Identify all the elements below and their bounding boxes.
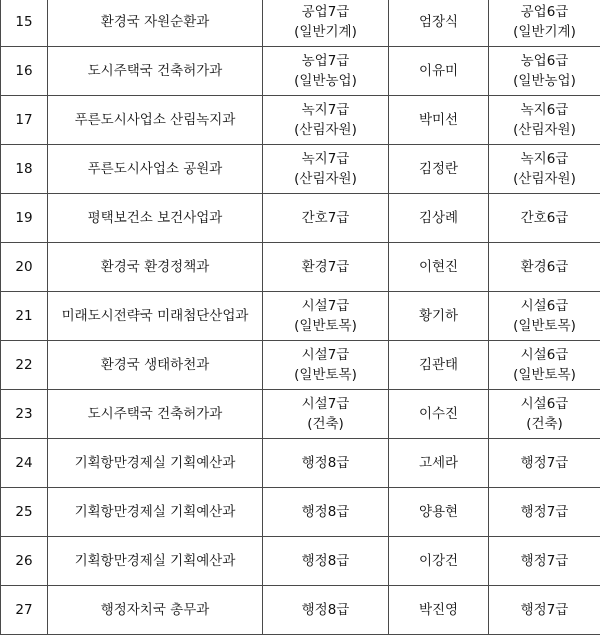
name-cell: 박진영 (389, 586, 489, 635)
department-cell: 기획항만경제실 기획예산과 (48, 439, 263, 488)
table-row (1, 537, 600, 586)
row-number-cell: 16 (1, 47, 48, 96)
table-row (1, 292, 600, 341)
promoted-grade-cell-line: (일반토목) (491, 365, 598, 385)
promoted-grade-cell (489, 488, 600, 537)
promoted-grade-cell (489, 586, 600, 635)
current-grade-cell-line: (일반토목) (265, 365, 386, 385)
department-cell: 도시주택국 건축허가과 (48, 47, 263, 96)
current-grade-cell (263, 292, 389, 341)
current-grade-cell (263, 390, 389, 439)
promoted-grade-cell (489, 390, 600, 439)
row-number-cell: 21 (1, 292, 48, 341)
row-number-cell: 17 (1, 96, 48, 145)
current-grade-cell (263, 586, 389, 635)
current-grade-cell (263, 47, 389, 96)
table-row (1, 341, 600, 390)
promoted-grade-cell (489, 145, 600, 194)
name-cell: 김정란 (389, 145, 489, 194)
current-grade-cell (263, 341, 389, 390)
row-number-cell: 25 (1, 488, 48, 537)
current-grade-cell-line: 행정8급 (265, 551, 386, 571)
promoted-grade-cell-line: (일반농업) (491, 71, 598, 91)
current-grade-cell (263, 243, 389, 292)
name-cell: 김관태 (389, 341, 489, 390)
table-row (1, 96, 600, 145)
current-grade-cell-line: (산림자원) (265, 120, 386, 140)
table-row (1, 145, 600, 194)
department-cell: 푸른도시사업소 산림녹지과 (48, 96, 263, 145)
promoted-grade-cell-line: 농업6급 (491, 51, 598, 71)
table-row (1, 586, 600, 635)
current-grade-cell-line: 시설7급 (265, 296, 386, 316)
department-cell: 푸른도시사업소 공원과 (48, 145, 263, 194)
promoted-grade-cell-line: (산림자원) (491, 169, 598, 189)
promoted-grade-cell (489, 341, 600, 390)
promoted-grade-cell-line: 행정7급 (491, 502, 598, 522)
current-grade-cell-line: 간호7급 (265, 208, 386, 228)
department-cell: 환경국 환경정책과 (48, 243, 263, 292)
department-cell: 기획항만경제실 기획예산과 (48, 488, 263, 537)
department-cell: 환경국 생태하천과 (48, 341, 263, 390)
table-row (1, 243, 600, 292)
current-grade-cell (263, 96, 389, 145)
current-grade-cell (263, 145, 389, 194)
name-cell: 엄장식 (389, 0, 489, 47)
current-grade-cell-line: (일반기계) (265, 22, 386, 42)
table-row (1, 390, 600, 439)
promoted-grade-cell-line: 녹지6급 (491, 149, 598, 169)
row-number-cell: 26 (1, 537, 48, 586)
current-grade-cell-line: 시설7급 (265, 345, 386, 365)
current-grade-cell-line: 녹지7급 (265, 149, 386, 169)
promoted-grade-cell-line: 행정7급 (491, 551, 598, 571)
current-grade-cell-line: (산림자원) (265, 169, 386, 189)
table-row (1, 488, 600, 537)
name-cell: 고세라 (389, 439, 489, 488)
name-cell: 이강건 (389, 537, 489, 586)
promoted-grade-cell-line: 공업6급 (491, 2, 598, 22)
table-row (1, 47, 600, 96)
row-number-cell: 20 (1, 243, 48, 292)
department-cell: 기획항만경제실 기획예산과 (48, 537, 263, 586)
promoted-grade-cell-line: 간호6급 (491, 208, 598, 228)
current-grade-cell (263, 488, 389, 537)
promoted-grade-cell (489, 96, 600, 145)
promoted-grade-cell-line: (산림자원) (491, 120, 598, 140)
promoted-grade-cell-line: (일반기계) (491, 22, 598, 42)
promoted-grade-cell (489, 194, 600, 243)
department-cell: 평택보건소 보건사업과 (48, 194, 263, 243)
department-cell: 환경국 자원순환과 (48, 0, 263, 47)
promoted-grade-cell (489, 439, 600, 488)
current-grade-cell-line: 녹지7급 (265, 100, 386, 120)
table-row (1, 439, 600, 488)
name-cell: 양용현 (389, 488, 489, 537)
table-row (1, 0, 600, 47)
row-number-cell: 23 (1, 390, 48, 439)
promoted-grade-cell-line: (일반토목) (491, 316, 598, 336)
name-cell: 김상례 (389, 194, 489, 243)
promoted-grade-cell (489, 47, 600, 96)
promoted-grade-cell (489, 0, 600, 47)
row-number-cell: 18 (1, 145, 48, 194)
row-number-cell: 15 (1, 0, 48, 47)
name-cell: 이유미 (389, 47, 489, 96)
current-grade-cell-line: 공업7급 (265, 2, 386, 22)
promoted-grade-cell (489, 243, 600, 292)
promoted-grade-cell-line: 행정7급 (491, 453, 598, 473)
row-number-cell: 22 (1, 341, 48, 390)
name-cell: 황기하 (389, 292, 489, 341)
table-row (1, 194, 600, 243)
promoted-grade-cell (489, 292, 600, 341)
current-grade-cell-line: 농업7급 (265, 51, 386, 71)
current-grade-cell-line: 행정8급 (265, 600, 386, 620)
promoted-grade-cell (489, 537, 600, 586)
current-grade-cell (263, 439, 389, 488)
promoted-grade-cell-line: 시설6급 (491, 296, 598, 316)
department-cell: 도시주택국 건축허가과 (48, 390, 263, 439)
current-grade-cell (263, 537, 389, 586)
current-grade-cell-line: 시설7급 (265, 394, 386, 414)
current-grade-cell-line: (건축) (265, 414, 386, 434)
name-cell: 이수진 (389, 390, 489, 439)
promotion-table-body (1, 0, 600, 635)
name-cell: 박미선 (389, 96, 489, 145)
current-grade-cell-line: (일반농업) (265, 71, 386, 91)
row-number-cell: 24 (1, 439, 48, 488)
current-grade-cell-line: 행정8급 (265, 502, 386, 522)
promoted-grade-cell-line: 행정7급 (491, 600, 598, 620)
current-grade-cell-line: 행정8급 (265, 453, 386, 473)
promoted-grade-cell-line: 시설6급 (491, 394, 598, 414)
department-cell: 미래도시전략국 미래첨단산업과 (48, 292, 263, 341)
department-cell: 행정자치국 총무과 (48, 586, 263, 635)
promoted-grade-cell-line: 시설6급 (491, 345, 598, 365)
name-cell: 이현진 (389, 243, 489, 292)
current-grade-cell-line: 환경7급 (265, 257, 386, 277)
current-grade-cell (263, 0, 389, 47)
row-number-cell: 19 (1, 194, 48, 243)
promoted-grade-cell-line: (건축) (491, 414, 598, 434)
promoted-grade-cell-line: 환경6급 (491, 257, 598, 277)
row-number-cell: 27 (1, 586, 48, 635)
current-grade-cell (263, 194, 389, 243)
promoted-grade-cell-line: 녹지6급 (491, 100, 598, 120)
current-grade-cell-line: (일반토목) (265, 316, 386, 336)
